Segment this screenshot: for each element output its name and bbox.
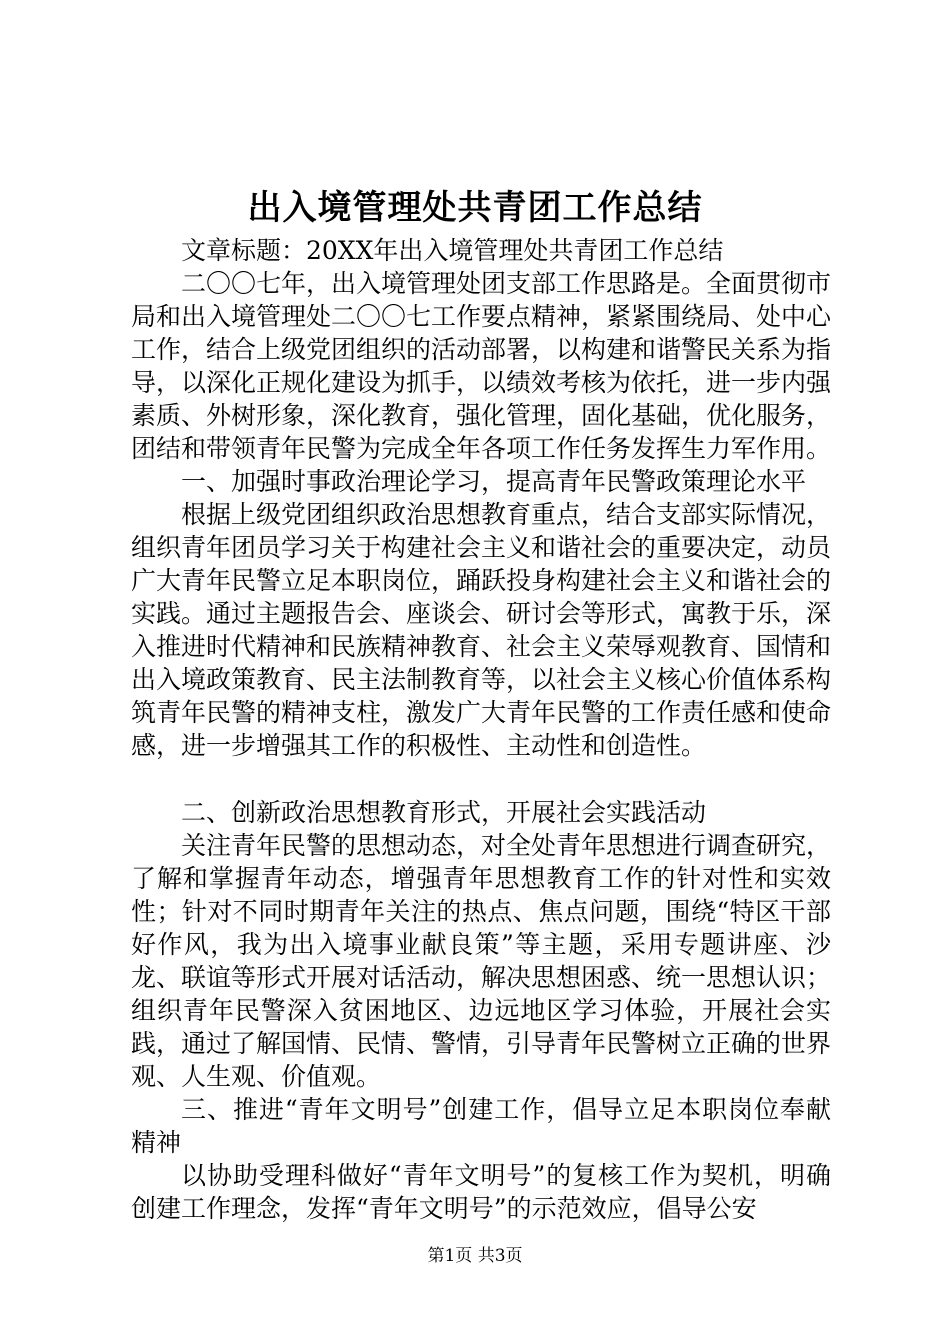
section-paragraph-2: 关注青年民警的思想动态，对全处青年思想进行调查研究，了解和掌握青年动态，增强青年思想教育工作的针对性和实效性；针对不同时期青年关注的热点、焦点问题，围绕“特区干部好作风，我为出入境事业献良策”等主题，采用专题讲座、沙龙、联谊等形式开展对话活动，解决思想困惑、统一思想认识；组织青年民警深入贫困地区、边远地区学习体验，开展社会实践，通过了解国情、民情、警情，引导青年民警树立正确的世界观、人生观、价值观。: [131, 831, 832, 1091]
article-title-line: 文章标题：20XX年出入境管理处共青团工作总结: [181, 236, 724, 265]
page-footer: 第1页 共3页: [427, 1246, 523, 1266]
section-paragraph-1: 根据上级党团组织政治思想教育重点，结合支部实际情况，组织青年团员学习关于构建社会主义和谐社会的重要决定，动员广大青年民警立足本职岗位，踊跃投身构建社会主义和谐社会的实践。通过主题报告会、座谈会、研讨会等形式，寓教于乐，深入推进时代精神和民族精神教育、社会主义荣辱观教育、国情和出入境政策教育、民主法制教育等，以社会主义核心价值体系构筑青年民警的精神支柱，激发广大青年民警的工作责任感和使命感，进一步增强其工作的积极性、主动性和创造性。: [131, 500, 832, 760]
section-heading-2: 二、创新政治思想教育形式，开展社会实践活动: [181, 798, 707, 827]
section-paragraph-3: 以协助受理科做好“青年文明号”的复核工作为契机，明确创建工作理念，发挥“青年文明号”的示范效应，倡导公安: [131, 1161, 831, 1223]
intro-paragraph: 二〇〇七年，出入境管理处团支部工作思路是。全面贯彻市局和出入境管理处二〇〇七工作要点精神，紧紧围绕局、处中心工作，结合上级党团组织的活动部署，以构建和谐警民关系为指导，以深化正规化建设为抓手，以绩效考核为依托，进一步内强素质、外树形象，深化教育，强化管理，固化基础，优化服务，团结和带领青年民警为完成全年各项工作任务发挥生力军作用。: [131, 269, 832, 463]
document-body: [131, 234, 831, 1225]
section-heading-3: 三、推进“青年文明号”创建工作，倡导立足本职岗位奉献精神: [131, 1095, 831, 1157]
paragraph-spacer: [131, 762, 831, 796]
section-heading-1: 一、加强时事政治理论学习，提高青年民警政策理论水平: [181, 467, 807, 496]
document-title: 出入境管理处共青团工作总结: [247, 188, 703, 228]
